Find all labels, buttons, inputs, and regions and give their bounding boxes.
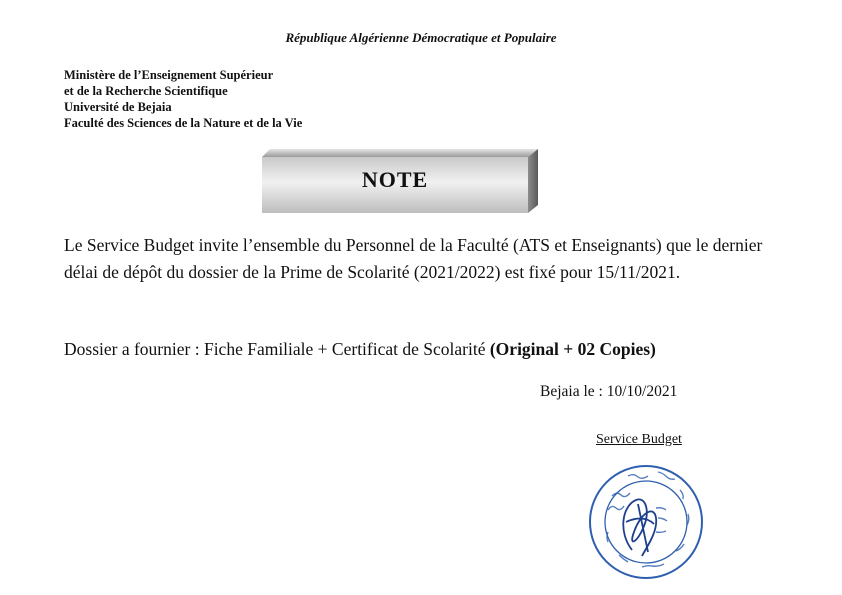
university-line: Université de Bejaia (64, 100, 172, 114)
service-signature-label: Service Budget (596, 432, 682, 447)
ministry-line-2: et de la Recherche Scientifique (64, 84, 228, 98)
faculty-line: Faculté des Sciences de la Nature et de la Vie (64, 116, 303, 130)
note-title-box (262, 149, 538, 213)
date-line: Bejaia le : 10/10/2021 (540, 383, 678, 400)
dossier-text: Dossier a fournier : Fiche Familiale + Certificat de Scolarité (64, 339, 490, 359)
ministry-line-1: Ministère de l’Enseignement Supérieur (64, 68, 274, 82)
republic-heading: République Algérienne Démocratique et Populaire (285, 30, 557, 45)
official-stamp-icon (588, 452, 718, 582)
dossier-line (64, 339, 824, 360)
dossier-copies: (Original + 02 Copies) (489, 339, 656, 359)
note-title: NOTE (361, 167, 429, 192)
note-paragraph: Le Service Budget invite l’ensemble du Personnel de la Faculté (ATS et Enseignants) que le dernier délai de dépôt du dossier de la Prime de Scolarité (2021/2022) est fixé pour 15/11/2021. (64, 235, 763, 282)
institution-block (64, 67, 302, 131)
